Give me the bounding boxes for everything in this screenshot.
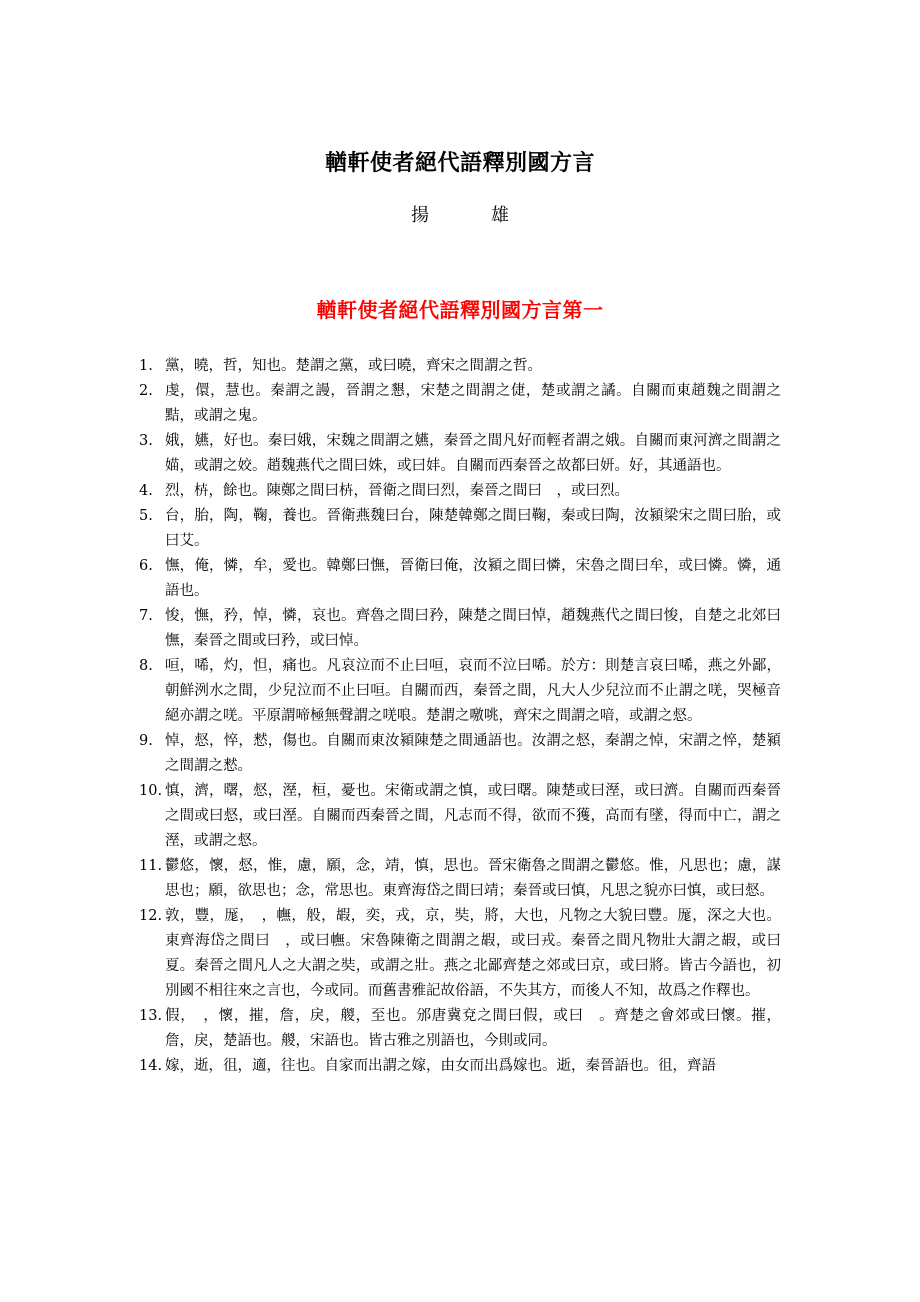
- entry-item: [139, 604, 781, 654]
- entry-item: [139, 654, 781, 729]
- chapter-title: 輶軒使者絕代語釋別國方言第一: [316, 298, 604, 322]
- entry-text: 台，胎，陶，鞠，養也。晉衛燕魏曰台，陳楚韓鄭之間曰鞠，秦或曰陶，汝潁梁宋之間曰胎，或曰艾。: [165, 508, 781, 549]
- entry-text: 慎，濟，曙，惄，溼，桓，憂也。宋衛或謂之慎，或曰曙。陳楚或曰溼，或曰濟。自關而西秦晉之間或曰惄，或曰溼。自關而西秦晉之間，凡志而不得，欲而不獲，高而有墜，得而中亡，謂之溼，或謂之惄。: [165, 783, 781, 849]
- entry-number: 13.: [139, 1008, 163, 1024]
- entry-item: [139, 779, 781, 854]
- entry-text: 烈，枿，餘也。陳鄭之間曰枿，晉衛之間曰烈，秦晉之間曰 ，或曰烈。: [165, 483, 629, 499]
- entry-item: [139, 504, 781, 554]
- entry-text: 敦，豐，厖， ，幠，般，嘏，奕，戎，京，奘，將，大也，凡物之大貌曰豐。厖，深之大也。東齊海岱之間曰 ，或曰幠。宋魯陳衛之間謂之嘏，或曰戎。秦晉之間凡物壯大謂之嘏，或曰夏。秦晉之間凡人之大謂之奘，或謂之壯。燕之北鄙齊楚之郊或曰京，或曰將。皆古今語也，初別國不相往來之言也，今或同。而舊書雅記故俗語，不失其方，而後人不知，故爲之作釋也。: [165, 908, 781, 999]
- entry-number: 10.: [139, 783, 163, 799]
- entry-item: [139, 554, 781, 604]
- entry-item: [139, 354, 781, 379]
- entry-text: 咺，唏，灼，怛，痛也。凡哀泣而不止曰咺，哀而不泣曰唏。於方：則楚言哀曰唏，燕之外鄙，朝鮮洌水之間，少兒泣而不止曰咺。自關而西，秦晉之間，凡大人少兒泣而不止謂之唴，哭極音絕亦謂之唴。平原謂啼極無聲謂之唴哴。楚謂之噭咷，齊宋之間謂之喑，或謂之惄。: [165, 658, 781, 724]
- entry-number: 2.: [139, 383, 153, 399]
- entry-text: 娥，嬿，好也。秦曰娥，宋魏之間謂之嬿，秦晉之間凡好而輕者謂之娥。自關而東河濟之間謂之媌，或謂之姣。趙魏燕代之間曰姝，或曰妦。自關而西秦晉之故都曰妍。好，其通語也。: [165, 433, 781, 474]
- entry-text: 假， ，懷，摧，詹，戾，艐，至也。邠唐冀兗之間曰假，或曰 。齊楚之會郊或曰懷。摧，詹，戾，楚語也。艐，宋語也。皆古雅之別語也，今則或同。: [165, 1008, 781, 1049]
- entry-number: 11.: [139, 858, 163, 874]
- entry-list: [139, 354, 781, 1079]
- entry-text: 憮，俺，憐，牟，愛也。韓鄭曰憮，晉衛曰俺，汝潁之間曰憐，宋魯之間曰牟，或曰憐。憐，通語也。: [165, 558, 781, 599]
- entry-item: [139, 1004, 781, 1054]
- entry-text: 悼，惄，悴，慭，傷也。自關而東汝潁陳楚之間通語也。汝謂之惄，秦謂之悼，宋謂之悴，楚潁之間謂之慭。: [165, 733, 781, 774]
- entry-item: [139, 429, 781, 479]
- entry-number: 5.: [139, 508, 153, 524]
- entry-item: [139, 479, 781, 504]
- entry-number: 7.: [139, 608, 153, 624]
- entry-text: 悛，憮，矜，悼，憐，哀也。齊魯之間曰矜，陳楚之間曰悼，趙魏燕代之間曰悛，自楚之北郊曰憮，秦晉之間或曰矜，或曰悼。: [165, 608, 781, 649]
- document-title: 輶軒使者絕代語釋別國方言: [324, 150, 595, 176]
- entry-number: 8.: [139, 658, 153, 674]
- entry-number: 1.: [139, 358, 153, 374]
- entry-number: 9.: [139, 733, 153, 749]
- author-name: 揚 雄: [411, 205, 531, 226]
- entry-item: [139, 854, 781, 904]
- entry-number: 12.: [139, 908, 163, 924]
- entry-item: [139, 1054, 781, 1079]
- entry-number: 3.: [139, 433, 153, 449]
- entry-text: 鬱悠，懷，惄，惟，慮，願，念，靖，慎，思也。晉宋衛魯之間謂之鬱悠。惟，凡思也；慮，謀思也；願，欲思也；念，常思也。東齊海岱之間曰靖；秦晉或曰慎，凡思之貌亦曰慎，或曰惄。: [165, 858, 781, 899]
- entry-item: [139, 729, 781, 779]
- entry-number: 4.: [139, 483, 153, 499]
- entry-item: [139, 379, 781, 429]
- entry-item: [139, 904, 781, 1004]
- entry-number: 6.: [139, 558, 153, 574]
- entry-text: 嫁，逝，徂，適，往也。自家而出謂之嫁，由女而出爲嫁也。逝，秦晉語也。徂，齊語: [165, 1058, 716, 1074]
- entry-text: 虔，儇，慧也。秦謂之謾，晉謂之懇，宋楚之間謂之倢，楚或謂之譎。自關而東趙魏之間謂之黠，或謂之鬼。: [165, 383, 781, 424]
- entry-number: 14.: [139, 1058, 163, 1074]
- entry-text: 黨，曉，哲，知也。楚謂之黨，或曰曉，齊宋之間謂之哲。: [165, 358, 542, 374]
